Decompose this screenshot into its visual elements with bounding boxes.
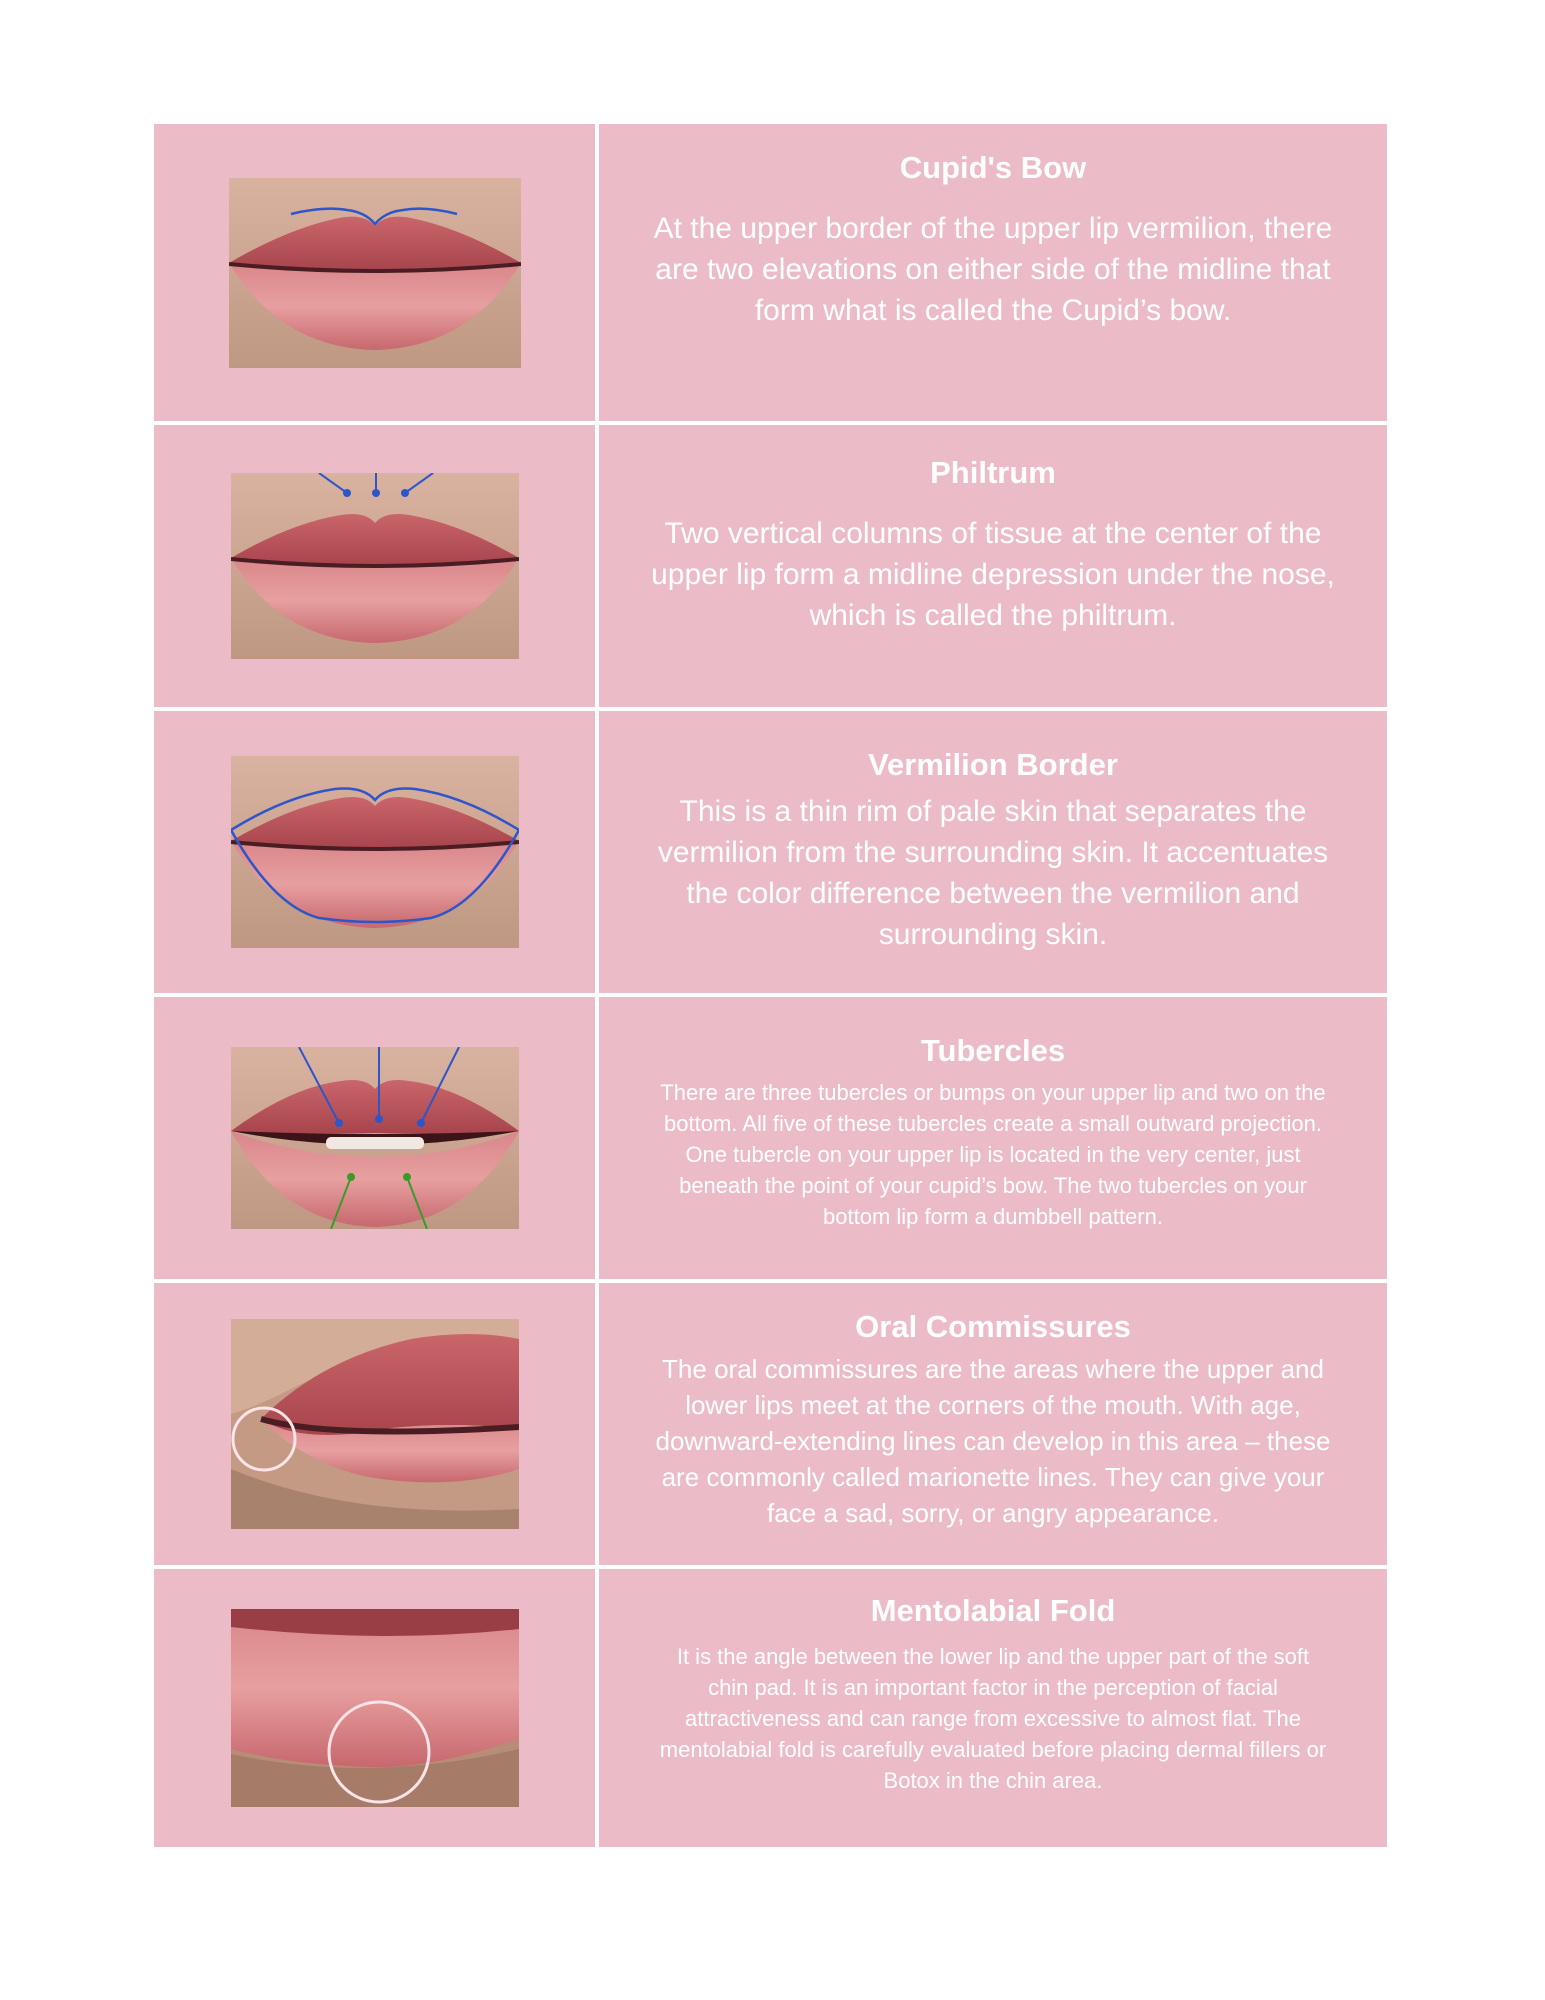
lip-anatomy-table [154, 124, 1387, 1847]
table-row [154, 124, 1387, 421]
lips-cupids-bow-photo [229, 178, 521, 368]
row-title: Tubercles [920, 1033, 1066, 1068]
lips-philtrum-photo [231, 473, 519, 659]
image-cell [154, 425, 595, 707]
description-cell [599, 1283, 1387, 1565]
image-cell [154, 997, 595, 1279]
description-cell [599, 997, 1387, 1279]
table-row [154, 425, 1387, 707]
row-title: Vermilion Border [868, 747, 1118, 782]
row-description: It is the angle between the lower lip and the upper part of the soft chin pad. It is an important factor in the perception of facial attractiveness and can range from excessive to almost flat. The mentolabial fold is carefully evaluated before placing dermal fillers or Botox in the chin area. [659, 1644, 1327, 1793]
row-title: Cupid's Bow [899, 150, 1087, 185]
description-cell [599, 425, 1387, 707]
image-cell [154, 1569, 595, 1847]
lips-vermilion-border-photo [231, 756, 519, 948]
row-description: Two vertical columns of tissue at the center of the upper lip form a midline depression under the nose, which is called the philtrum. [651, 517, 1335, 632]
row-title: Philtrum [930, 455, 1056, 490]
image-cell [154, 711, 595, 993]
table-row [154, 1283, 1387, 1565]
row-description: The oral commissures are the areas where the upper and lower lips meet at the corners of the mouth. With age, downward-extending lines can develop in this area – these are commonly called marionette lines. They can give your face a sad, sorry, or angry appearance. [655, 1354, 1331, 1528]
table-row [154, 997, 1387, 1279]
row-description: There are three tubercles or bumps on your upper lip and two on the bottom. All five of these tubercles create a small outward projection. One tubercle on your upper lip is located in the very center, just beneath the point of your cupid’s bow. The two tubercles on your bottom lip form a dumbbell pattern. [660, 1080, 1326, 1229]
image-cell [154, 1283, 595, 1565]
table-row [154, 711, 1387, 993]
lower-lip-mentolabial-closeup-photo [231, 1609, 519, 1807]
description-cell [599, 124, 1387, 421]
row-description: At the upper border of the upper lip vermilion, there are two elevations on either side of the midline that form what is called the Cupid’s bow. [653, 212, 1333, 327]
row-title: Oral Commissures [855, 1309, 1131, 1344]
row-description: This is a thin rim of pale skin that separates the vermilion from the surrounding skin. It accentuates the color difference between the vermilion and surrounding skin. [657, 795, 1329, 951]
image-cell [154, 124, 595, 421]
lips-tubercles-photo [231, 1047, 519, 1229]
lips-oral-commissure-closeup-photo [231, 1319, 519, 1529]
row-title: Mentolabial Fold [870, 1593, 1116, 1628]
description-cell [599, 1569, 1387, 1847]
table-row [154, 1569, 1387, 1847]
description-cell [599, 711, 1387, 993]
